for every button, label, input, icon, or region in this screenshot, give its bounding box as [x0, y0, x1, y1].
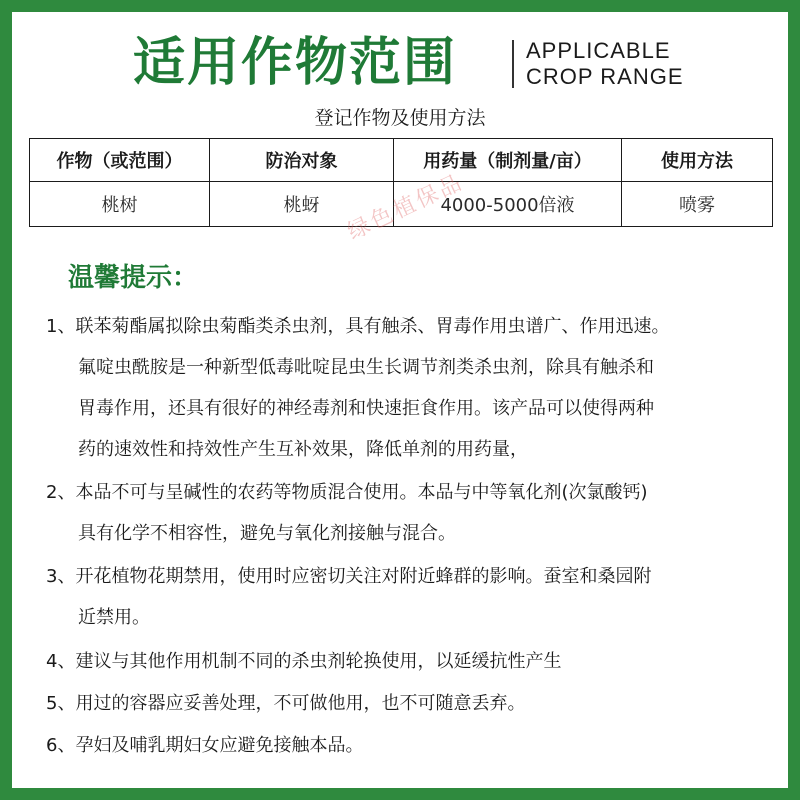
title-en-line2: CROP RANGE — [526, 64, 684, 89]
cell-dosage: 4000-5000倍液 — [394, 182, 622, 227]
column-header-dosage: 用药量（制剂量/亩） — [394, 139, 622, 182]
tip-line: 3、开花植物花期禁用，使用时应密切关注对附近蜂群的影响。蚕室和桑园附 — [46, 566, 652, 587]
title-divider — [512, 40, 514, 88]
column-header-target: 防治对象 — [210, 139, 394, 182]
cell-crop: 桃树 — [30, 182, 210, 227]
column-header-crop: 作物（或范围） — [30, 139, 210, 182]
title-en-line1: APPLICABLE — [526, 38, 671, 63]
tip-line: 近禁用。 — [78, 607, 150, 628]
tip-line: 1、联苯菊酯属拟除虫菊酯类杀虫剂，具有触杀、胃毒作用虫谱广、作用迅速。 — [46, 316, 670, 337]
header — [0, 30, 800, 100]
tip-line: 6、孕妇及哺乳期妇女应避免接触本品。 — [46, 735, 364, 756]
cell-target: 桃蚜 — [210, 182, 394, 227]
page-title-english — [526, 38, 684, 90]
column-header-method: 使用方法 — [622, 139, 773, 182]
cell-method: 喷雾 — [622, 182, 773, 227]
tip-line: 药的速效性和持效性产生互补效果，降低单剂的用药量， — [78, 439, 528, 460]
tip-line: 4、建议与其他作用机制不同的杀虫剂轮换使用，以延缓抗性产生 — [46, 651, 562, 672]
watermark: 绿色植保品 — [344, 169, 468, 246]
page-title: 适用作物范围 — [133, 33, 458, 93]
tip-line: 胃毒作用，还具有很好的神经毒剂和快速拒食作用。该产品可以使得两种 — [78, 398, 654, 419]
tip-line: 5、用过的容器应妥善处理，不可做他用，也不可随意丢弃。 — [46, 693, 526, 714]
tip-line: 氟啶虫酰胺是一种新型低毒吡啶昆虫生长调节剂类杀虫剂，除具有触杀和 — [78, 357, 654, 378]
tip-line: 具有化学不相容性，避免与氧化剂接触与混合。 — [78, 523, 456, 544]
tips-title: 温馨提示： — [68, 263, 199, 293]
table-header-row — [30, 139, 773, 182]
subtitle: 登记作物及使用方法 — [314, 107, 486, 129]
tip-line: 2、本品不可与呈碱性的农药等物质混合使用。本品与中等氧化剂(次氯酸钙) — [46, 482, 648, 503]
